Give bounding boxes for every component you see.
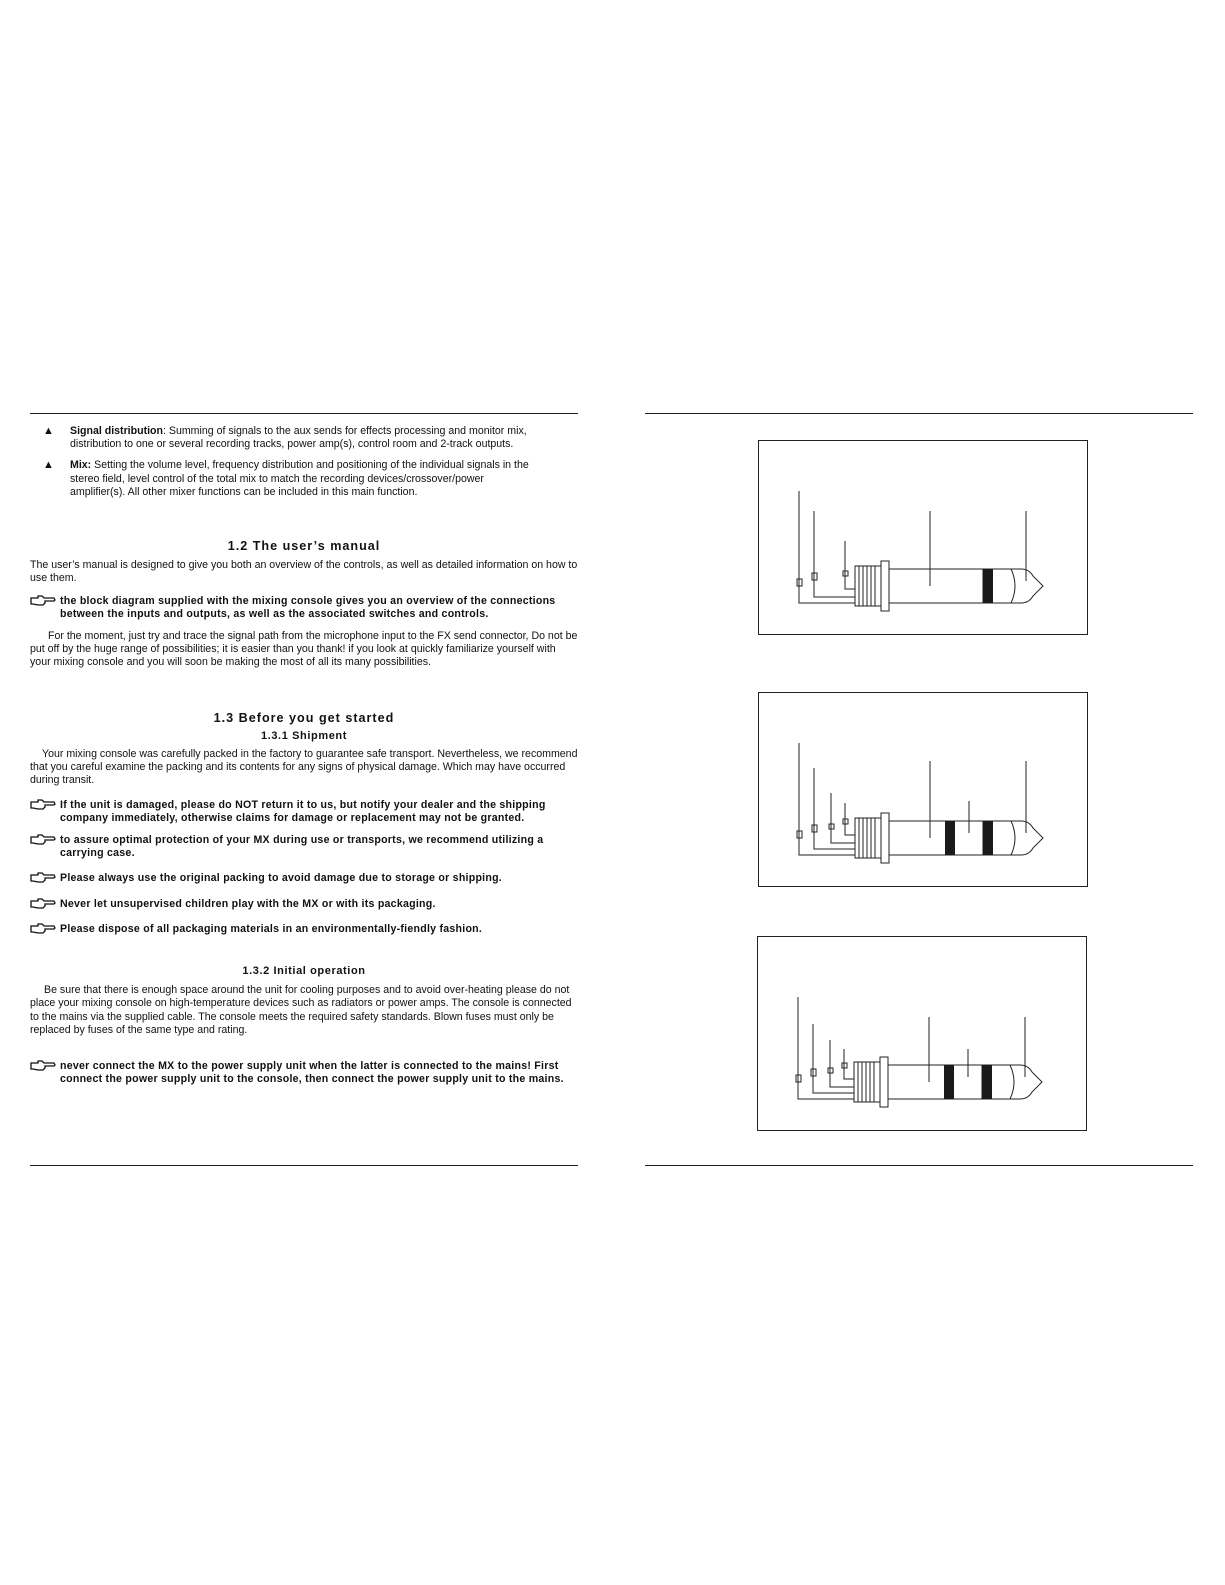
insulator-ring: [945, 821, 955, 855]
insulator-ring: [983, 821, 993, 855]
note-children: [30, 898, 578, 911]
initial-operation-paragraph: Be sure that there is enough space around the unit for cooling purposes and to avoid over-heating please do not place your mixing console on high-temperature devices such as radiators or power amps. The console is connected to the mains via the supplied cable. The console meets the required safety standards. Blown fuses must only be replaced by fuses of the same type and rating.: [30, 984, 572, 1036]
figure-mono-jack-plug: [758, 440, 1088, 635]
manual-intro: The user’s manual is designed to give you both an overview of the controls, as well as detailed information on how to use them.: [30, 559, 578, 585]
bullet-term: Mix:: [70, 459, 92, 472]
pointing-hand-icon: [30, 594, 56, 608]
note-damaged: [30, 799, 578, 825]
right-bottom-rule: [645, 1165, 1193, 1166]
heading-1-2: 1.2 The user’s manual: [227, 539, 381, 554]
pointing-hand-icon: [30, 871, 56, 885]
left-bottom-rule: [30, 1165, 578, 1166]
bullet-text: : Summing of signals to the aux sends for effects processing and monitor mix,: [163, 425, 527, 437]
note-text: Please dispose of all packaging materials in an environmentally-fiendly fashion.: [60, 922, 483, 935]
insulator-ring: [982, 1065, 992, 1099]
bullet-text-cont: stereo field, level control of the total mix to match the recording devices/crossover/power: [70, 472, 484, 485]
note-text: Please always use the original packing to avoid damage due to storage or shipping.: [60, 872, 502, 885]
left-top-rule: [30, 413, 578, 414]
note-original-packing: [30, 872, 578, 885]
bullet-text: Setting the volume level, frequency distribution and positioning of the individual signals in the: [91, 459, 529, 472]
bullet-term: Signal distribution: [70, 425, 163, 437]
heading-1-3-2: 1.3.2 Initial operation: [242, 965, 366, 978]
bullet-signal-distribution: [30, 425, 578, 451]
shipment-paragraph: Your mixing console was carefully packed in the factory to guarantee safe transport. Nevertheless, we recommend that you careful examine the packing and its contents for any signs of physical damage. Which may have occurred during transit.: [30, 748, 578, 787]
pointing-hand-icon: [30, 922, 56, 936]
note-text: Never let unsupervised children play with the MX or with its packaging.: [60, 897, 436, 910]
note-carrying-case: [30, 834, 578, 860]
triangle-bullet-icon: ▲: [43, 459, 54, 472]
right-top-rule: [645, 413, 1193, 414]
figure-stereo-jack-plug-1: [758, 692, 1088, 887]
pointing-hand-icon: [30, 1059, 56, 1073]
note-text: the block diagram supplied with the mixing console gives you an overview of the connections between the inputs and outputs, as well as the associated switches and controls.: [60, 594, 556, 620]
note-text: to assure optimal protection of your MX during use or transports, we recommend utilizing a carrying case.: [60, 834, 544, 860]
triangle-bullet-icon: ▲: [43, 425, 54, 437]
pointing-hand-icon: [30, 798, 56, 812]
bullet-text-cont: amplifier(s). All other mixer functions can be included in this main function.: [70, 485, 418, 498]
note-power-supply: [30, 1060, 578, 1086]
insulator-ring: [944, 1065, 954, 1099]
bullet-mix: [30, 459, 578, 499]
note-text: If the unit is damaged, please do NOT return it to us, but notify your dealer and the shipping company immediately, otherwise claims for damage or replacement may not be granted.: [60, 798, 546, 824]
insulator-ring: [983, 569, 993, 603]
mono-jack-plug-diagram: [759, 441, 1087, 634]
manual-paragraph: For the moment, just try and trace the signal path from the microphone input to the FX send connector, Do not be put off by the huge range of possibilities; it is easier than you thank! if you look at quickly familiarize yourself with your mixing console and you will soon be making the most of all its many possibilities.: [30, 630, 578, 669]
figure-stereo-jack-plug-2: [757, 936, 1087, 1131]
bullet-text-cont: distribution to one or several recording tracks, power amp(s), control room and 2-track outputs.: [70, 438, 514, 451]
pointing-hand-icon: [30, 833, 56, 847]
note-block-diagram: [30, 595, 578, 621]
heading-1-3-1: 1.3.1 Shipment: [260, 729, 348, 742]
heading-1-3: 1.3 Before you get started: [213, 710, 395, 725]
stereo-jack-plug-diagram: [759, 693, 1087, 886]
note-text: never connect the MX to the power supply unit when the latter is connected to the mains! First connect the power supply unit to the console, then connect the power supply unit to the mains.: [60, 1060, 564, 1086]
pointing-hand-icon: [30, 897, 56, 911]
left-column: [30, 425, 578, 1087]
stereo-jack-plug-diagram: [758, 937, 1086, 1130]
note-dispose: [30, 923, 578, 936]
